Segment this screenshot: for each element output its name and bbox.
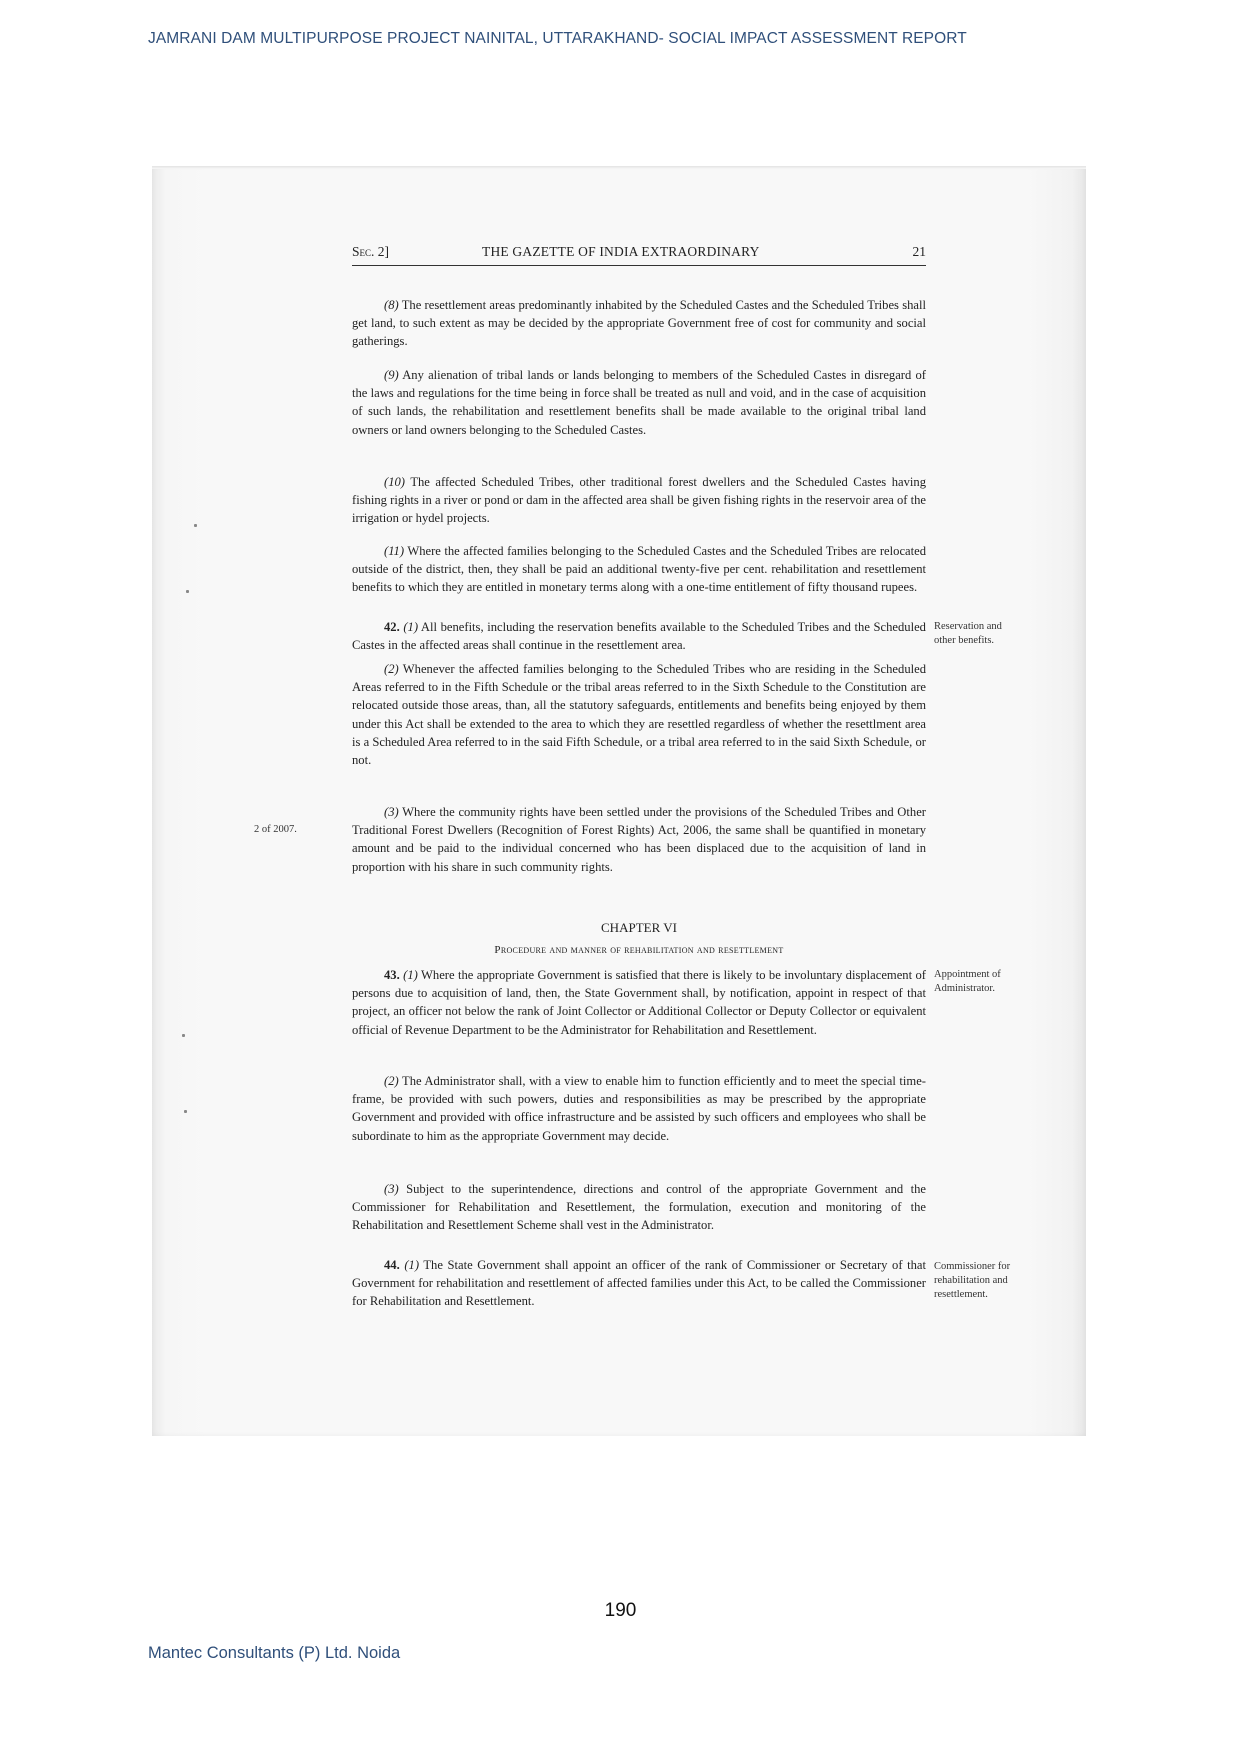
- section-42-2-text: Whenever the affected families belonging to the Scheduled Tribes who are residing in the Scheduled Areas referred to in the Fifth Schedule or the tribal areas referred to in the Sixth Schedule to the Constitution are relocated outside those areas, than, all the statutory safeguards, entitlements and benefits being enjoyed by them under this Act shall be extended to the area to which they are resettled regardless of whether the resettlment area is a Scheduled Area referred to in the said Fifth Schedule, or a tribal area referred to in the said Sixth Schedule, or not.: [352, 662, 927, 768]
- scan-speck: [194, 524, 197, 527]
- report-header: JAMRANI DAM MULTIPURPOSE PROJECT NAINITAL, UTTARAKHAND- SOCIAL IMPACT ASSESSMENT REPORT: [148, 30, 967, 47]
- section-42-3-number: (3): [384, 805, 399, 819]
- gazette-section: Sec. 2]: [352, 244, 390, 259]
- margin-note-act: 2 of 2007.: [254, 824, 297, 835]
- gazette-page-number: 21: [912, 244, 926, 259]
- para-11-number: (11): [384, 544, 405, 558]
- report-footer: Mantec Consultants (P) Ltd. Noida: [148, 1644, 401, 1662]
- gazette-running-head: [352, 244, 926, 262]
- para-10: [352, 473, 926, 528]
- scan-speck: [182, 1034, 185, 1037]
- scan-edge: [152, 166, 1086, 169]
- para-10-number: (10): [384, 475, 405, 489]
- section-43-1-number: (1): [403, 968, 418, 982]
- para-8-text: The resettlement areas predominantly inhabited by the Scheduled Castes and the Scheduled Tribes shall get land, to such extent as may be decided by the appropriate Government free of cost for community and social gatherings.: [352, 298, 926, 349]
- section-43-3: [352, 1180, 926, 1235]
- para-11: [352, 542, 926, 597]
- section-43-2-number: (2): [384, 1074, 399, 1088]
- para-9-number: (9): [384, 368, 399, 382]
- margin-note-44: Commissioner for rehabilitation and resettlement.: [934, 1261, 1011, 1300]
- para-11-text: Where the affected families belonging to the Scheduled Castes and the Scheduled Tribes are relocated outside of the district, then, they shall be paid an additional twenty-five per cent. rehabilitation and resettlement benefits to which they are entitled in monetary terms along with a one-time entitlement of fifty thousand rupees.: [352, 544, 927, 595]
- section-44-1-text: The State Government shall appoint an officer of the rank of Commissioner or Secretary of that Government for rehabilitation and resettlement of affected families under this Act, to be called the Commissioner for Rehabilitation and Resettlement.: [352, 1258, 926, 1309]
- section-44-1: [352, 1256, 926, 1311]
- section-42-1-text: All benefits, including the reservation benefits available to the Scheduled Tribes and the Scheduled Castes in the affected areas shall continue in the resettlement area.: [352, 620, 926, 653]
- chapter-heading: CHAPTER VI: [601, 920, 677, 935]
- chapter-subheading: Procedure and manner of rehabilitation and resettlement: [494, 944, 784, 956]
- page-number: 190: [604, 1600, 637, 1621]
- para-9: [352, 366, 926, 439]
- section-42-1: [352, 618, 926, 654]
- scan-speck: [184, 1110, 187, 1113]
- para-8: [352, 296, 926, 351]
- section-43-number: 43.: [384, 968, 400, 982]
- para-10-text: The affected Scheduled Tribes, other traditional forest dwellers and the Scheduled Castes having fishing rights in a river or pond or dam in the affected area shall be given fishing rights in the reservoir area of the irrigation or hydel projects.: [352, 475, 927, 526]
- gazette-head-rule: [352, 265, 926, 266]
- section-43-3-number: (3): [384, 1182, 399, 1196]
- margin-note-43: Appointment of Administrator.: [934, 969, 1001, 994]
- section-42-3: [352, 803, 926, 876]
- section-43-1-text: Where the appropriate Government is satisfied that there is likely to be involuntary displacement of persons due to acquisition of land, then, the State Government shall, by notification, appoint in respect of that project, an officer not below the rank of Joint Collector or Additional Collector or Deputy Collector or equivalent official of Revenue Department to be the Administrator for Rehabilitation and Resettlement.: [352, 968, 926, 1037]
- section-43-1: [352, 966, 926, 1039]
- scanned-gazette-page: [152, 166, 1086, 1436]
- section-44-1-number: (1): [404, 1258, 420, 1272]
- section-42-number: 42.: [384, 620, 400, 634]
- gazette-title: THE GAZETTE OF INDIA EXTRAORDINARY: [482, 244, 760, 259]
- section-42-1-number: (1): [403, 620, 419, 634]
- section-43-2: [352, 1072, 926, 1145]
- para-9-text: Any alienation of tribal lands or lands belonging to members of the Scheduled Castes in disregard of the laws and regulations for the time being in force shall be treated as null and void, and in the case of acquisition of such lands, the rehabilitation and resettlement benefits shall be made available to the original tribal land owners or land owners belonging to the Scheduled Castes.: [352, 368, 926, 437]
- section-43-3-text: Subject to the superintendence, directions and control of the appropriate Government and the Commissioner for Rehabilitation and Resettlement, the formulation, execution and monitoring of the Rehabilitation and Resettlement Scheme shall vest in the Administrator.: [352, 1182, 926, 1233]
- scan-speck: [186, 590, 189, 593]
- section-42-2: [352, 660, 926, 769]
- section-43-2-text: The Administrator shall, with a view to enable him to function efficiently and to meet the special time-frame, be provided with such powers, duties and responsibilities as may be prescribed by the appropriate Government and provided with office infrastructure and be assisted by such officers and employees who shall be subordinate to him as the appropriate Government may decide.: [352, 1074, 926, 1143]
- para-8-number: (8): [384, 298, 399, 312]
- section-44-number: 44.: [384, 1258, 400, 1272]
- section-42-3-text: Where the community rights have been settled under the provisions of the Scheduled Tribes and Other Traditional Forest Dwellers (Recognition of Forest Rights) Act, 2006, the same shall be quantified in monetary amount and be paid to the individual concerned who has been displaced due to the acquisition of land in proportion with his share in such community rights.: [352, 805, 926, 874]
- section-42-2-number: (2): [384, 662, 399, 676]
- margin-note-42: Reservation and other benefits.: [934, 621, 1002, 646]
